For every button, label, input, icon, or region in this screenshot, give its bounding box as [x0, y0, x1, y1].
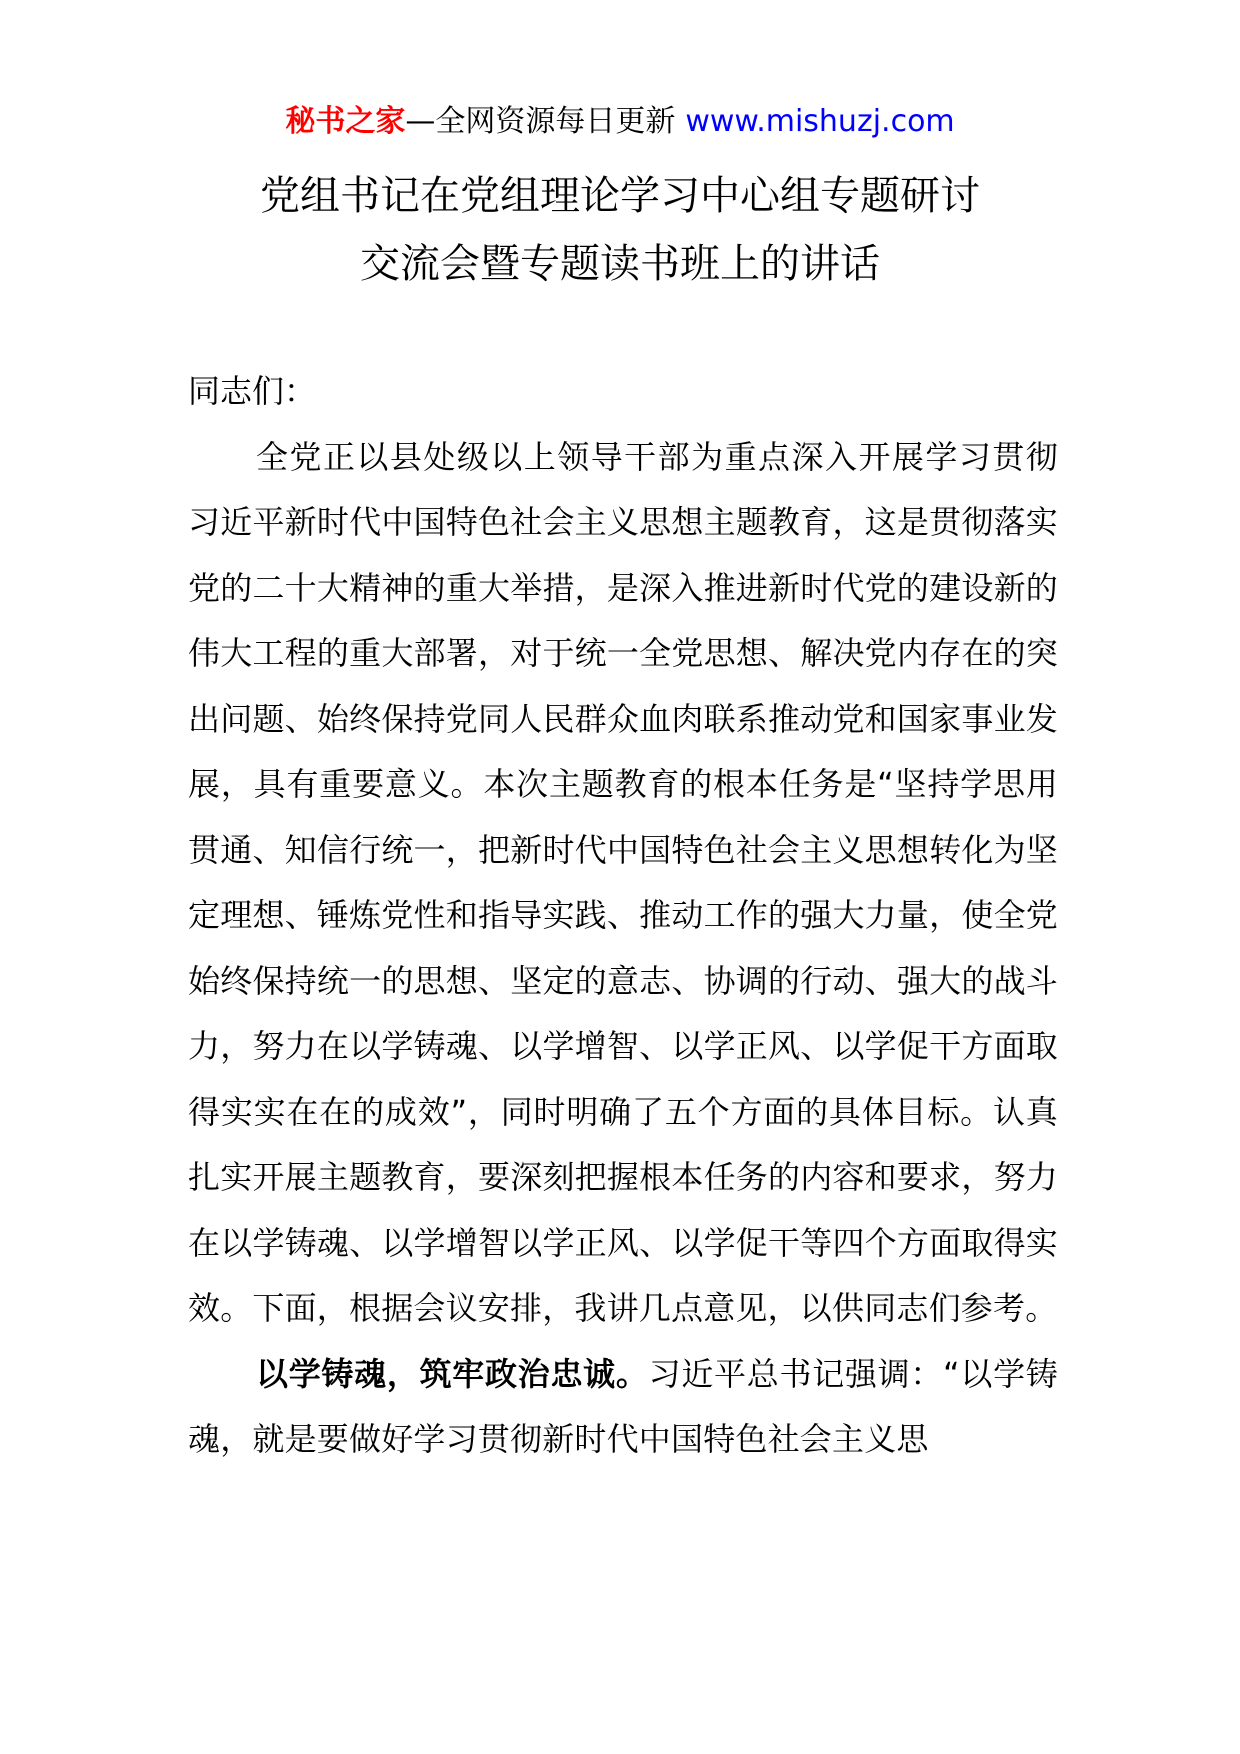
- document-title: [0, 162, 1240, 298]
- site-url-link[interactable]: www.mishuzj.com: [685, 104, 955, 139]
- title-line-2: 交流会暨专题读书班上的讲话: [360, 241, 880, 287]
- document-body: [188, 359, 1058, 1473]
- brand-name: 秘书之家: [285, 104, 406, 139]
- salutation: 同志们：: [188, 372, 317, 410]
- paragraph-2-heading: 以学铸魂，筑牢政治忠诚。: [256, 1354, 649, 1393]
- paragraph-1: 全党正以县处级以上领导干部为重点深入开展学习贯彻习近平新时代中国特色社会主义思想主题教育，这是贯彻落实党的二十大精神的重大举措，是深入推进新时代党的建设新的伟大工程的重大部署，对于统一全党思想、解决党内存在的突出问题、始终保持党同人民群众血肉联系推动党和国家事业发展，具有重要意义。本次主题教育的根本任务是“坚持学思用贯通、知信行统一，把新时代中国特色社会主义思想转化为坚定理想、锤炼党性和指导实践、推动工作的强大力量，使全党始终保持统一的思想、坚定的意志、协调的行动、强大的战斗力，努力在以学铸魂、以学增智、以学正风、以学促干方面取得实实在在的成效”，同时明确了五个方面的具体目标。认真扎实开展主题教育，要深刻把握根本任务的内容和要求，努力在以学铸魂、以学增智以学正风、以学促干等四个方面取得实效。下面，根据会议安排，我讲几点意见，以供同志们参考。: [188, 437, 1058, 1327]
- site-header: [0, 100, 1240, 144]
- paragraph-2: [188, 1342, 1058, 1473]
- header-tagline: —全网资源每日更新: [405, 104, 676, 139]
- title-line-1: 党组书记在党组理论学习中心组专题研讨: [260, 173, 980, 219]
- paragraph-2-text: 习近平总书记强调：“以学铸魂，就是要做好学习贯彻新时代中国特色社会主义思: [188, 1354, 1058, 1458]
